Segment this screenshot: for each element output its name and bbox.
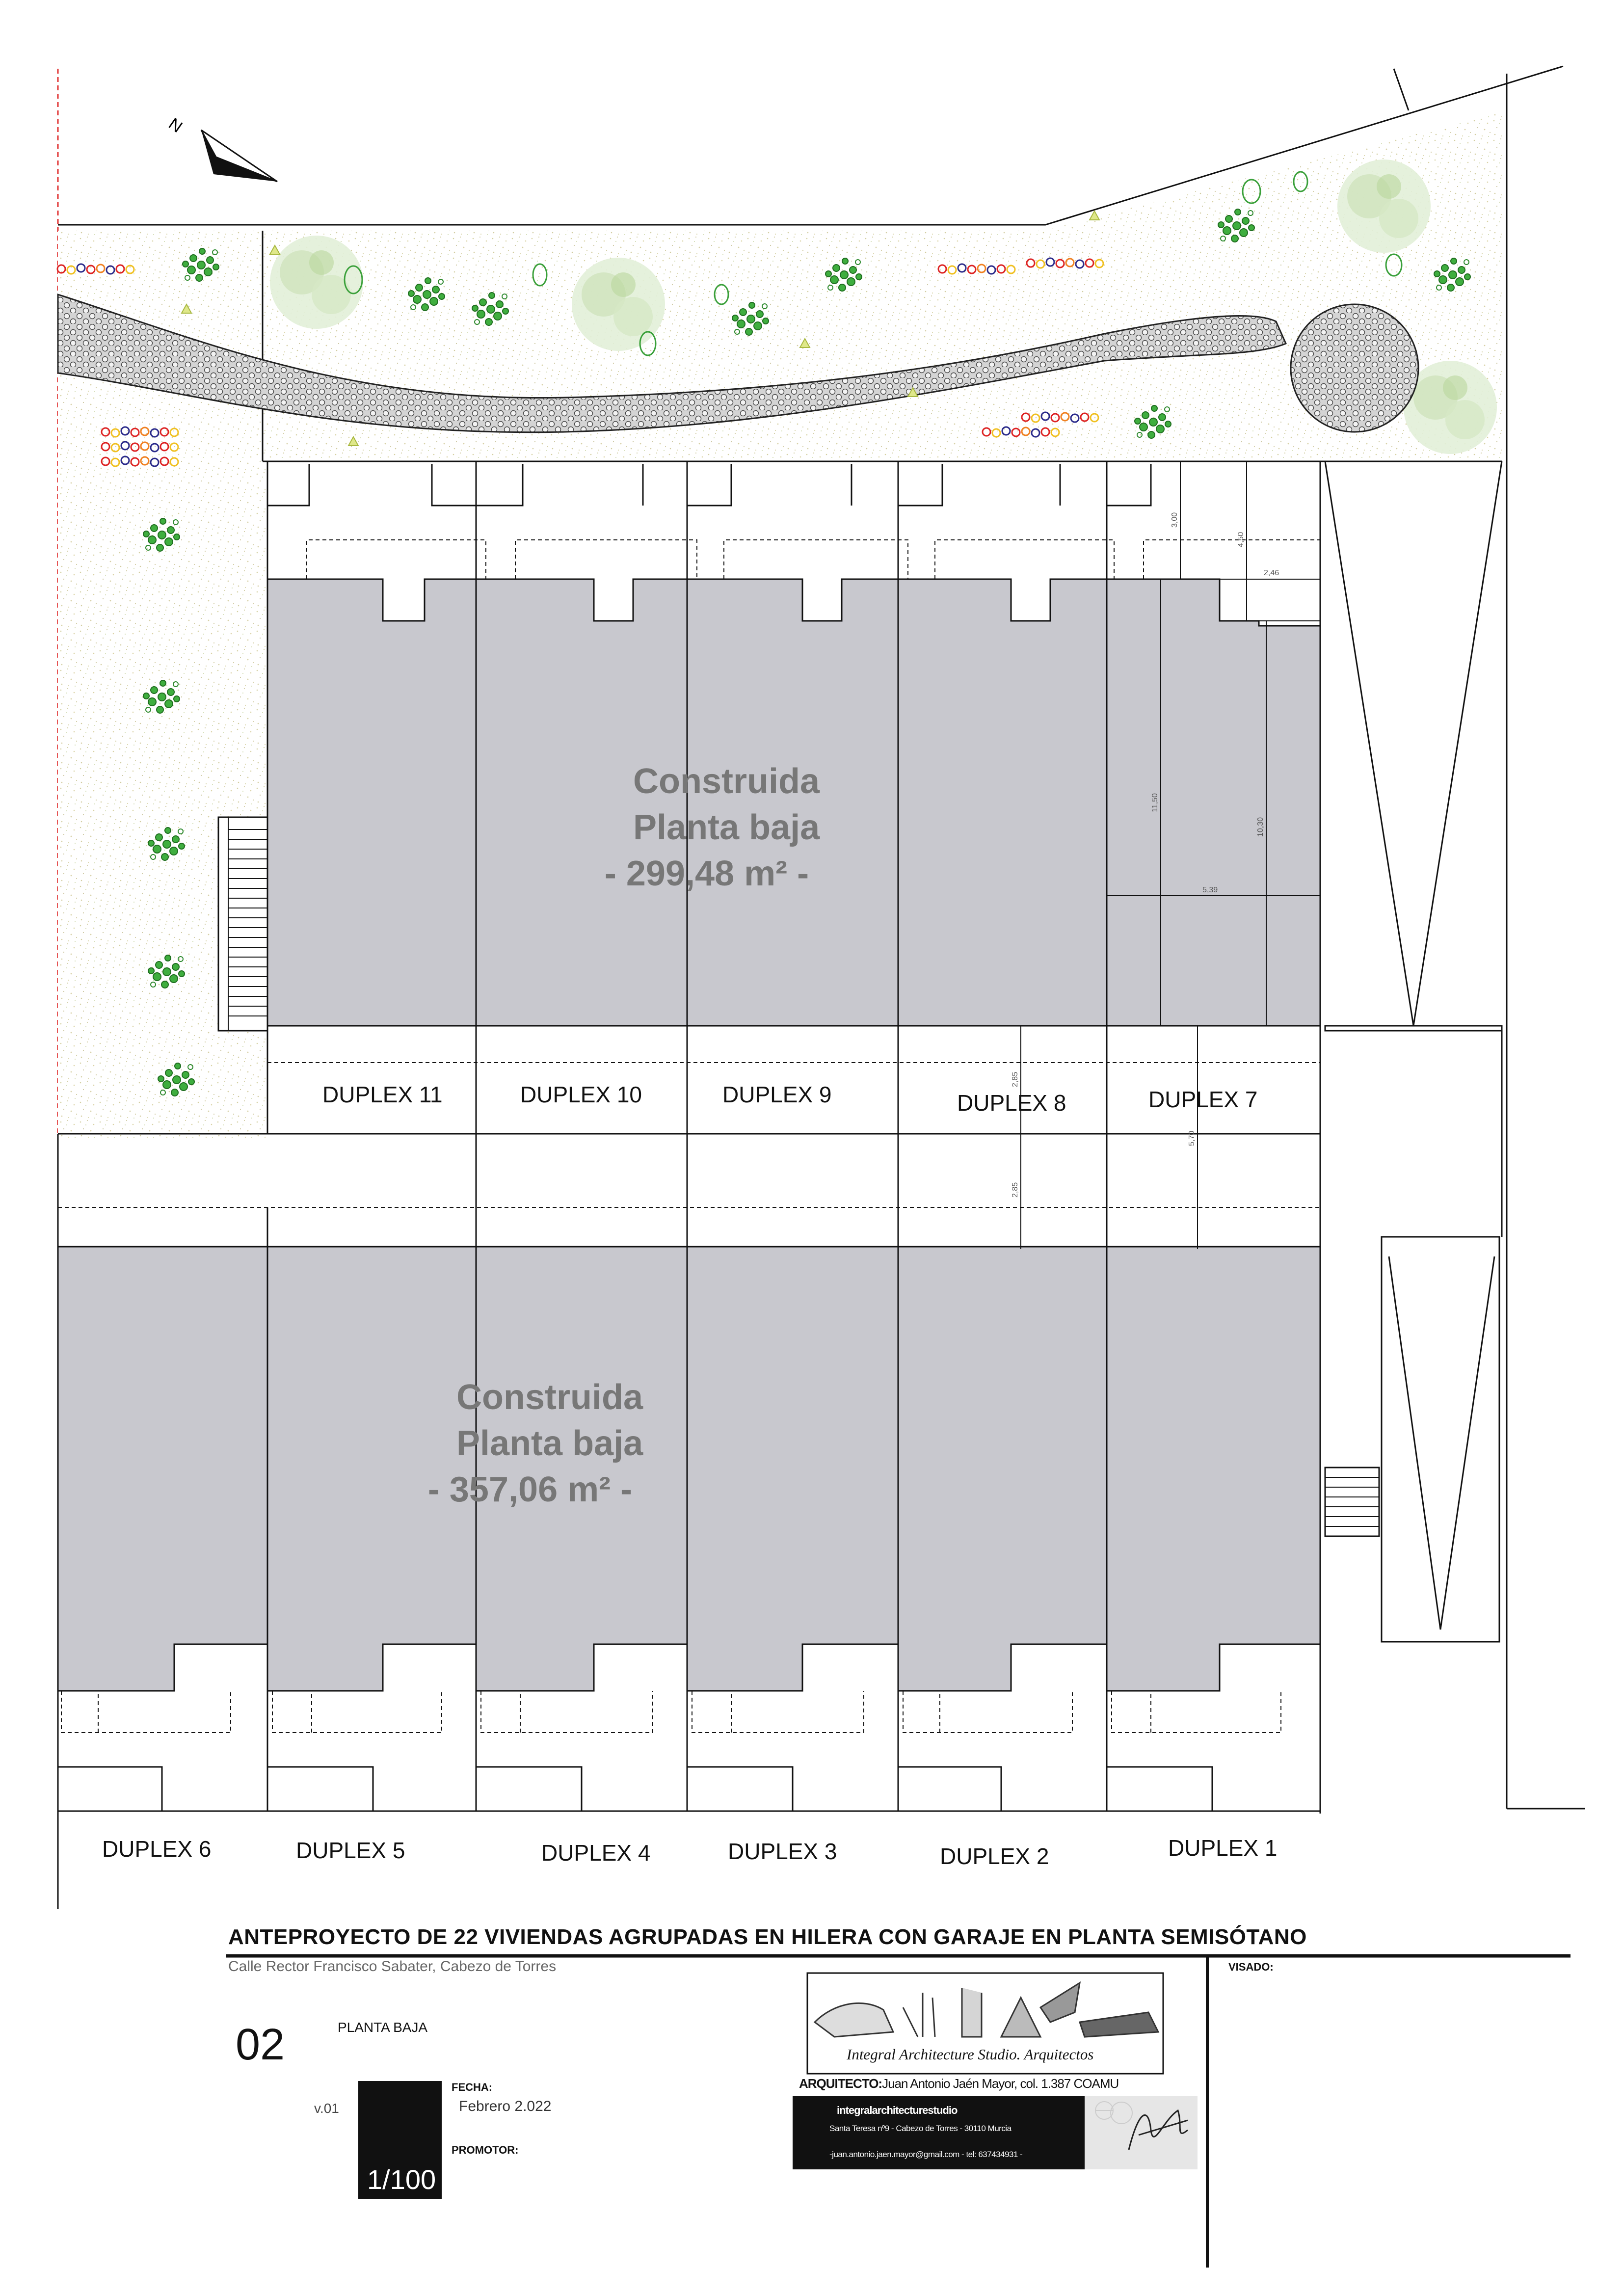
visado-label: VISADO:: [1228, 1961, 1274, 1973]
unit-label-duplex-2: DUPLEX 2: [940, 1843, 1049, 1869]
date-label: FECHA:: [452, 2081, 493, 2093]
studio-name: Integral Architecture Studio. Arquitectos: [847, 2046, 1094, 2063]
unit-label-duplex-6: DUPLEX 6: [102, 1836, 212, 1862]
unit-label-duplex-5: DUPLEX 5: [296, 1838, 405, 1863]
unit-label-duplex-7: DUPLEX 7: [1148, 1087, 1258, 1112]
dim-2-85-b: 2,85: [1011, 1182, 1019, 1198]
studio-contact: -juan.antonio.jaen.mayor@gmail.com - tel: 637434931 -: [829, 2150, 1023, 2159]
unit-label-duplex-11: DUPLEX 11: [322, 1082, 443, 1107]
north-label: N: [165, 114, 186, 137]
studio-address: Santa Teresa nº9 - Cabezo de Torres - 30110 Murcia: [829, 2124, 1012, 2133]
date-value: Febrero 2.022: [459, 2098, 552, 2114]
version-label: v.01: [314, 2101, 339, 2116]
scale-value: 1/100: [367, 2164, 436, 2195]
unit-label-duplex-10: DUPLEX 10: [520, 1082, 642, 1107]
area-label-value: - 299,48 m² -: [604, 854, 809, 893]
dim-11-50: 11,50: [1151, 793, 1159, 812]
promoter-label: PROMOTOR:: [452, 2144, 519, 2156]
sheet-number: 02: [236, 2020, 285, 2069]
dim-5-70: 5,70: [1188, 1130, 1196, 1146]
unit-label-duplex-8: DUPLEX 8: [957, 1090, 1066, 1116]
area-label-line2: Planta baja: [456, 1424, 643, 1463]
architect-line: [799, 2076, 1118, 2091]
sheet-name: PLANTA BAJA: [338, 2020, 428, 2035]
north-arrow-icon: [165, 114, 277, 182]
dim-5-39: 5,39: [1202, 886, 1218, 894]
area-label-value: - 357,06 m² -: [427, 1470, 633, 1509]
unit-label-duplex-4: DUPLEX 4: [541, 1840, 651, 1866]
project-title: ANTEPROYECTO DE 22 VIVIENDAS AGRUPADAS EN HILERA CON GARAJE EN PLANTA SEMISÓTANO: [228, 1925, 1307, 1949]
dim-10-30: 10,30: [1256, 817, 1265, 837]
area-label-line1: Construida: [633, 762, 820, 801]
architect-value: Juan Antonio Jaén Mayor, col. 1.387 COAMU: [882, 2076, 1119, 2091]
unit-label-duplex-9: DUPLEX 9: [722, 1082, 832, 1107]
area-label-line1: Construida: [456, 1378, 643, 1417]
unit-label-duplex-1: DUPLEX 1: [1168, 1835, 1278, 1861]
garden-strip: [58, 461, 269, 1139]
dim-2-85-a: 2,85: [1011, 1071, 1019, 1087]
architect-label: ARQUITECTO:: [799, 2076, 882, 2091]
dim-3-00: 3,00: [1171, 512, 1179, 528]
lower-built-footprint: [58, 1247, 1320, 1691]
project-address: Calle Rector Francisco Sabater, Cabezo de Torres: [228, 1958, 557, 1975]
dim-2-46: 2,46: [1264, 569, 1279, 577]
path-roundabout: [1291, 304, 1418, 432]
upper-area-label: [604, 758, 820, 897]
dim-4-50: 4,50: [1237, 532, 1245, 547]
unit-label-duplex-3: DUPLEX 3: [728, 1839, 837, 1864]
studio-brand: integralarchitecturestudio: [837, 2104, 958, 2116]
area-label-line2: Planta baja: [633, 808, 820, 847]
lower-area-label: [427, 1374, 643, 1513]
